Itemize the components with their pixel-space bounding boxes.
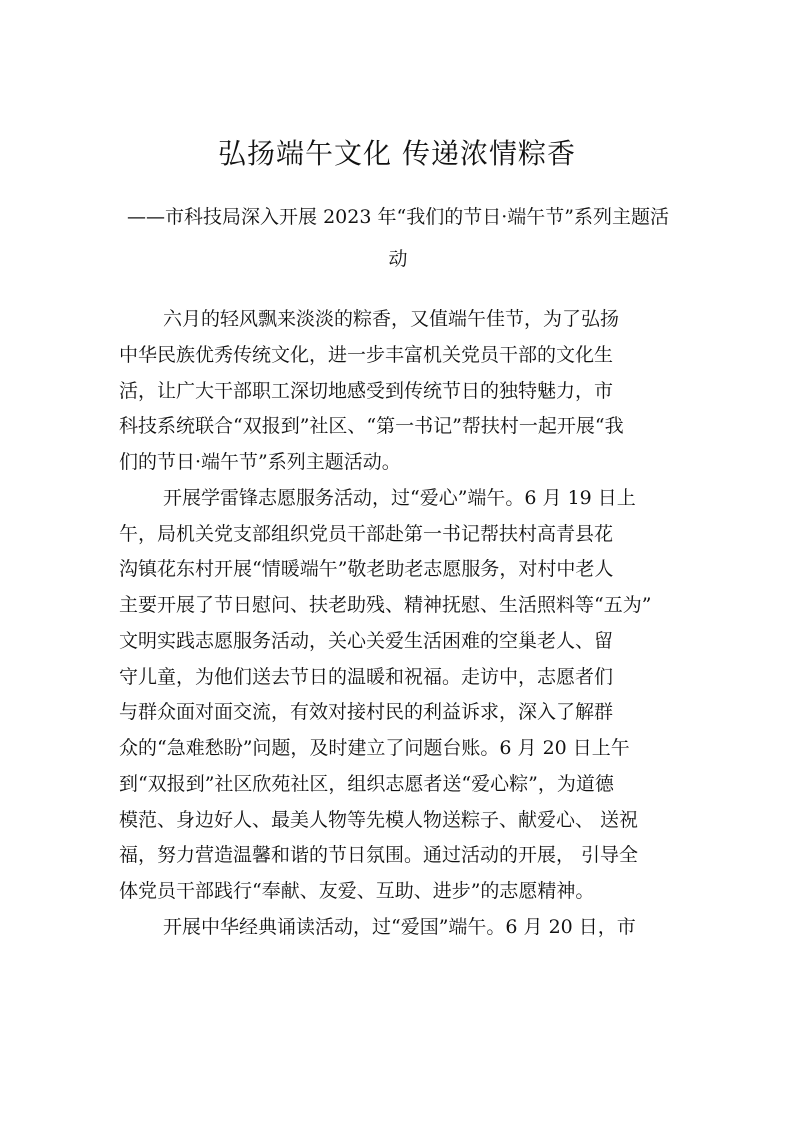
paragraph-1-line-3: 活，让广大干部职工深切地感受到传统节日的独特魅力，市 — [119, 379, 614, 402]
paragraph-1-line-4: 科技系统联合“双报到”社区、“第一书记”帮扶村一起开展“我 — [119, 415, 624, 438]
paragraph-1-line-1: 六月的轻风飘来淡淡的粽香，又值端午佳节，为了弘扬 — [163, 308, 620, 330]
document-title: 弘扬端午文化 传递浓情粽香 — [218, 137, 576, 170]
paragraph-2-line-4: 主要开展了节日慰问、扶老助残、精神抚慰、生活照料等“五为” — [119, 594, 652, 616]
paragraph-2-line-12: 体党员干部践行“奉献、友爱、互助、进步”的志愿精神。 — [119, 880, 595, 902]
paragraph-2-line-3: 沟镇花东村开展“情暖端午”敬老助老志愿服务，对村中老人 — [119, 558, 614, 581]
paragraph-2-line-9: 到“双报到”社区欣苑社区，组织志愿者送“爱心粽”，为道德 — [119, 772, 614, 795]
paragraph-2-line-6: 守儿童，为他们送去节日的温暖和祝福。走访中，志愿者们 — [119, 665, 614, 688]
paragraph-2-line-1: 开展学雷锋志愿服务活动，过“爱心”端午。6 月 19 日上 — [163, 486, 636, 509]
paragraph-2-line-11: 福，努力营造温馨和谐的节日氛围。通过活动的开展， 引导全 — [119, 844, 639, 867]
document-subtitle: ——市科技局深入开展 2023 年“我们的节日·端午节”系列主题活动 — [127, 206, 669, 270]
paragraph-2-line-10: 模范、身边好人、最美人物等先模人物送粽子、献爱心、 送祝 — [119, 808, 639, 831]
paragraph-2-line-5: 文明实践志愿服务活动，关心关爱生活困难的空巢老人、留 — [119, 629, 614, 652]
paragraph-2-line-7: 与群众面对面交流，有效对接村民的利益诉求，深入了解群 — [119, 701, 614, 724]
document-body — [119, 302, 679, 946]
paragraph-3-line-1: 开展中华经典诵读活动，过“爱国”端午。6 月 20 日，市 — [163, 915, 636, 938]
paragraph-1-line-5: 们的节日·端午节”系列主题活动。 — [119, 451, 401, 473]
paragraph-1-line-2: 中华民族优秀传统文化，进一步丰富机关党员干部的文化生 — [119, 343, 614, 366]
paragraph-2-line-2: 午，局机关党支部组织党员干部赴第一书记帮扶村高青县花 — [119, 522, 614, 545]
paragraph-2-line-8: 众的“急难愁盼”问题，及时建立了问题台账。6 月 20 日上午 — [119, 737, 630, 759]
